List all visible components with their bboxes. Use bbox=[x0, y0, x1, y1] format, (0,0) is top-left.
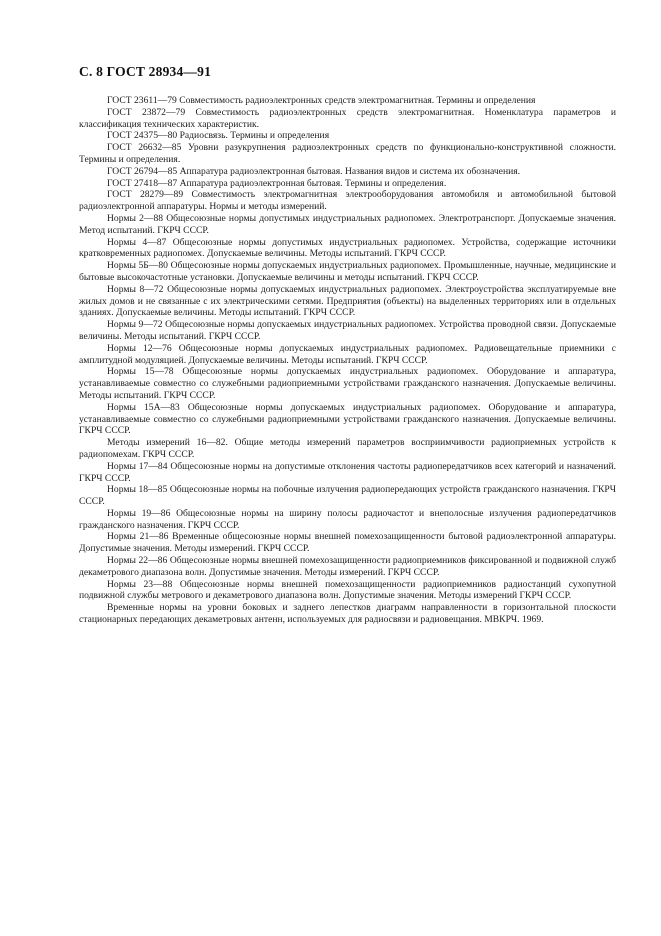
reference-item: ГОСТ 28279—89 Совместимость электромагнитная электрооборудования автомобиля и автомобильной бытовой радиоэлектронной аппаратуры. Нормы и методы измерений. bbox=[79, 189, 616, 213]
reference-item: Нормы 21—86 Временные общесоюзные нормы внешней помехозащищенности бытовой радиоэлектронной аппаратуры. Допустимые значения. Методы измерений. ГКРЧ СССР. bbox=[79, 531, 616, 555]
reference-item: Нормы 22—86 Общесоюзные нормы внешней помехозащищенности радиоприемников фиксированной и подвижной служб декаметрового диапазона волн. Допустимые значения. Методы измерений. ГКРЧ СССР. bbox=[79, 555, 616, 578]
reference-item: Нормы 15—78 Общесоюзные нормы допускаемых индустриальных радиопомех. Оборудование и аппаратура, устанавливаемые совместно со служебными радиоприемными устройствами гражданского назначения. Допускаемые величины. Методы испытаний. ГКРЧ СССР. bbox=[79, 366, 616, 401]
reference-item: Нормы 9—72 Общесоюзные нормы допускаемых индустриальных радиопомех. Устройства проводной связи. Допускаемые величины. Методы испытаний. ГКРЧ СССР. bbox=[79, 319, 616, 342]
reference-item: Временные нормы на уровни боковых и заднего лепестков диаграмм направленности в горизонтальной плоскости стационарных передающих декаметровых антенн, используемых для радиосвязи и радиовещания. МВКРЧ. 1969. bbox=[79, 602, 616, 626]
reference-item: Нормы 5Б—80 Общесоюзные нормы допускаемых индустриальных радиопомех. Промышленные, научные, медицинские и бытовые высокочастотные установки. Допускаемые величины и методы испытаний. ГКРЧ СССР. bbox=[79, 260, 616, 283]
reference-item: Нормы 15А—83 Общесоюзные нормы допускаемых индустриальных радиопомех. Оборудование и аппаратура, устанавливаемые совместно со служебными радиоприемными устройствами гражданского назначения. Допускаемые величины. ГКРЧ СССР. bbox=[79, 401, 616, 437]
reference-item: Нормы 23—88 Общесоюзные нормы внешней помехозащищенности радиоприемников радиостанций сухопутной подвижной службы метрового и декаметрового диапазона волн. Допустимые значения. Методы измерений ГКРЧ СССР. bbox=[79, 578, 616, 602]
reference-item: ГОСТ 26794—85 Аппаратура радиоэлектронная бытовая. Названия видов и система их обозначения. bbox=[107, 165, 521, 177]
reference-list bbox=[79, 95, 616, 626]
reference-item: Нормы 2—88 Общесоюзные нормы допустимых индустриальных радиопомех. Электротранспорт. Допускаемые значения. Метод испытаний. ГКРЧ СССР. bbox=[79, 212, 616, 236]
reference-item: Нормы 18—85 Общесоюзные нормы на побочные излучения радиопередающих устройств гражданского назначения. ГКРЧ СССР. bbox=[79, 484, 616, 508]
reference-item: ГОСТ 27418—87 Аппаратура радиоэлектронная бытовая. Термины и определения. bbox=[107, 177, 447, 189]
reference-item: Нормы 19—86 Общесоюзные нормы на ширину полосы радиочастот и внеполосные излучения радиопередатчиков гражданского назначения. ГКРЧ СССР. bbox=[79, 507, 616, 531]
page-header: С. 8 ГОСТ 28934—91 bbox=[79, 64, 212, 79]
reference-item: ГОСТ 26632—85 Уровни разукрупнения радиоэлектронных средств по функционально-конструктивной сложности. Термины и определения. bbox=[79, 142, 616, 165]
reference-item: ГОСТ 24375—80 Радиосвязь. Термины и определения bbox=[107, 130, 330, 142]
reference-item: Методы измерений 16—82. Общие методы измерений параметров восприимчивости радиоприемных устройств к радиопомехам. ГКРЧ СССР. bbox=[79, 437, 616, 460]
reference-item: Нормы 17—84 Общесоюзные нормы на допустимые отклонения частоты радиопередатчиков всех категорий и назначений. ГКРЧ СССР. bbox=[79, 460, 616, 484]
reference-item: ГОСТ 23611—79 Совместимость радиоэлектронных средств электромагнитная. Термины и определения bbox=[107, 95, 536, 106]
reference-item: Нормы 8—72 Общесоюзные нормы допускаемых индустриальных радиопомех. Электроустройства эксплуатируемые вне жилых домов и не связанные с их электрическими сетями. Предприятия (объекты) на выделенных территориях или в отдельных зданиях. Допускаемые величины. Методы испытаний. ГКРЧ СССР. bbox=[79, 283, 616, 319]
reference-item: Нормы 12—76 Общесоюзные нормы допускаемых индустриальных радиопомех. Радиовещательные приемники с амплитудной модуляцией. Допускаемые величины. Методы испытаний. ГКРЧ СССР. bbox=[79, 342, 616, 366]
reference-item: ГОСТ 23872—79 Совместимость радиоэлектронных средств электромагнитная. Номенклатура параметров и классификация технических характеристик. bbox=[79, 106, 616, 130]
reference-item: Нормы 4—87 Общесоюзные нормы допустимых индустриальных радиопомех. Устройства, содержащие источники кратковременных радиопомех. Допускаемые величины. Методы испытаний. ГКРЧ СССР. bbox=[79, 236, 616, 260]
